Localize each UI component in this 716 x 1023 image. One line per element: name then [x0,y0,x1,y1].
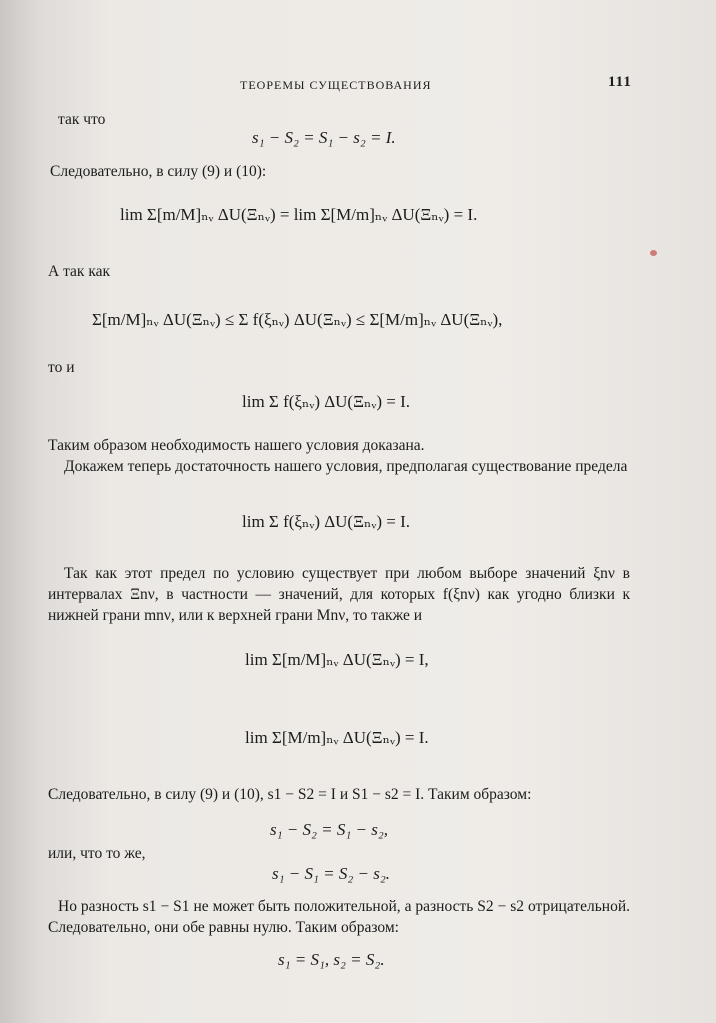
paragraph-3: А так как [48,263,111,280]
equation-3: Σ[m/M]ₙᵥ ΔU(Ξₙᵥ) ≤ Σ f(ξₙᵥ) ΔU(Ξₙᵥ) ≤ Σ[M/m]ₙᵥ ΔU(Ξₙᵥ), [92,310,503,329]
equation-7: lim Σ[M/m]ₙᵥ ΔU(Ξₙᵥ) = I. [245,728,429,747]
paragraph-1: так что [58,111,106,128]
page-number: 111 [608,74,632,90]
equation-1: s₁ − S₂ = S₁ − s₂ = I. [252,128,396,147]
paragraph-5a: Таким образом необходимость нашего условия доказана. [48,437,425,454]
equation-5: lim Σ f(ξₙᵥ) ΔU(Ξₙᵥ) = I. [242,512,411,531]
paragraph-4: то и [48,359,75,376]
paragraph-9: Но разность s1 − S1 не может быть положительной, а разность S2 − s2 отрицательной. Следовательно, они обе равны нулю. Таким образом: [48,898,630,936]
ink-stain [650,250,657,256]
paragraph-6: Так как этот предел по условию существует при любом выборе значений ξnν в интервалах Ξnν, в частности — значений, для которых f(ξnν) как угодно близки к нижней грани mnν, или к верхней грани Mnν, то также и [48,565,630,624]
equation-8: s₁ − S₂ = S₁ − s₂, [270,820,389,839]
paragraph-2: Следовательно, в силу (9) и (10): [50,163,267,180]
equation-9: s₁ − S₁ = S₂ − s₂. [272,864,391,883]
paragraph-5b: Докажем теперь достаточность нашего условия, предполагая существование предела [64,458,628,475]
equation-10: s₁ = S₁, s₂ = S₂. [278,950,385,969]
header-title: ТЕОРЕМЫ СУЩЕСТВОВАНИЯ [240,78,432,92]
equation-6: lim Σ[m/M]ₙᵥ ΔU(Ξₙᵥ) = I, [245,650,429,669]
paragraph-8: или, что то же, [48,845,146,862]
equation-4: lim Σ f(ξₙᵥ) ΔU(Ξₙᵥ) = I. [242,392,411,411]
paragraph-7: Следовательно, в силу (9) и (10), s1 − S2 = I и S1 − s2 = I. Таким образом: [48,786,532,803]
equation-2: lim Σ[m/M]ₙᵥ ΔU(Ξₙᵥ) = lim Σ[M/m]ₙᵥ ΔU(Ξₙᵥ) = I. [120,205,478,224]
